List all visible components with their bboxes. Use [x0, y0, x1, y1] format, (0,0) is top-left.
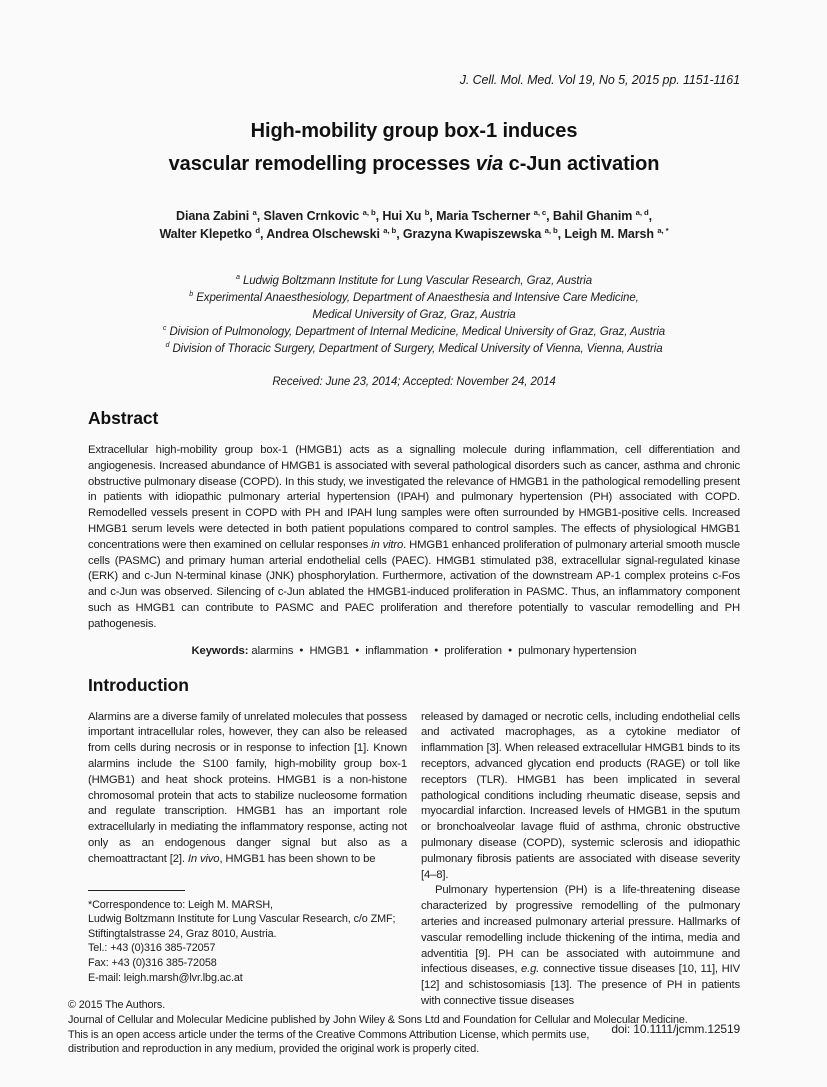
keywords-items — [251, 645, 636, 657]
footnote-rule — [88, 890, 185, 891]
doi: doi: 10.1111/jcmm.12519 — [611, 1021, 740, 1036]
article-title-line1: High-mobility group box-1 induces — [250, 120, 578, 142]
intro-paragraph-3: Pulmonary hypertension (PH) is a life-threatening disease characterized by progressive remodelling of the pulmonary arteries and increased pulmonary arterial pressure. Hallmarks of vascular remodelling include thickening of the intima, media and adventitia [9]. PH can be associated with autoimmune and infectious diseases, e.g. connective tissue diseases [10, 11], HIV [12] and schistosomiasis [13]. The presence of PH in patients with connective tissue diseases — [421, 884, 741, 1007]
footer-line-license-1: This is an open access article under the terms of the Creative Commons Attribution License, which permits use, — [68, 1028, 590, 1041]
keyword-bullet-icon: ● — [299, 646, 304, 654]
correspondence-line-institute: Ludwig Boltzmann Institute for Lung Vascular Research, c/o ZMF; — [88, 913, 396, 926]
intro-paragraph-1: Alarmins are a diverse family of unrelated molecules that possess important intracellular roles, however, they can also be released from cells during necrosis or in response to infection [1]. Known alarmins include the S100 family, high-mobility group box-1 (HMGB1) and heat shock proteins. HMGB1 is a non-histone chromosomal protein that acts to stabilize nucleosome formation and regulate transcription. HMGB1 has an important role extracellularly in mediating the inflammatory response, acting not only as an endogenous danger signal but also as a chemoattractant [2]. In vivo, HMGB1 has been shown to be — [88, 710, 407, 865]
correspondence-line-fax: Fax: +43 (0)316 385-72058 — [88, 956, 217, 969]
affiliations — [88, 273, 740, 358]
correspondence-line-tel: Tel.: +43 (0)316 385-72057 — [88, 942, 216, 955]
intro-column-left — [88, 710, 407, 1038]
affiliation-d: $^d$ Division of Thoracic Surgery, Department of Surgery, Medical University of Vienna, Vienna, Austria — [165, 341, 663, 355]
correspondence-line-name: *Correspondence to: Leigh M. MARSH, — [88, 898, 273, 911]
keyword-bullet-icon: ● — [434, 646, 439, 654]
introduction-columns — [88, 710, 740, 1038]
correspondence-line-address: Stiftingtalstrasse 24, Graz 8010, Austria. — [88, 927, 277, 940]
article-title — [88, 115, 740, 181]
keywords-line — [88, 645, 740, 657]
keywords-label: Keywords: — [191, 644, 249, 657]
author-list-line2: Walter Klepetko $^d$, Andrea Olschewski $^{a, b}$, Grazyna Kwapiszewska $^{a, b}$, Leigh M. Marsh $^{a, *}$ — [159, 225, 669, 241]
intro-column-right — [421, 710, 740, 1038]
author-list — [88, 207, 740, 243]
article-title-line2: vascular remodelling processes via c-Jun activation — [168, 153, 660, 175]
correspondence-line-email: E-mail: leigh.marsh@lvr.lbg.ac.at — [88, 971, 243, 984]
keyword-item: pulmonary hypertension — [518, 644, 637, 657]
affiliation-b-line2: Medical University of Graz, Graz, Austria — [312, 309, 516, 321]
footer-line-copyright: © 2015 The Authors. — [68, 999, 166, 1011]
introduction-heading: Introduction — [88, 674, 189, 695]
affiliation-a: $^a$ Ludwig Boltzmann Institute for Lung Vascular Research, Graz, Austria — [236, 273, 592, 287]
abstract-text: Extracellular high-mobility group box-1 (HMGB1) acts as a signalling molecule during inflammation, cell differentiation and angiogenesis. Increased abundance of HMGB1 is associated with several pathological disorders such as cancer, asthma and chronic obstructive pulmonary disease (COPD). In this study, we investigated the relevance of HMGB1 in the pathological remodelling present in patients with idiopathic pulmonary arterial hypertension (IPAH) and pulmonary hypertension (PH) associated with COPD. Remodelled vessels present in COPD with PH and IPAH lung samples were often surrounded by HMGB1-positive cells. Increased HMGB1 serum levels were detected in both patient populations compared to control samples. The effects of physiological HMGB1 concentrations were then examined on cellular responses in vitro. HMGB1 enhanced proliferation of pulmonary arterial smooth muscle cells (PASMC) and primary human arterial endothelial cells (PAEC). HMGB1 stimulated p38, extracellular signal-regulated kinase (ERK) and c-Jun N-terminal kinase (JNK) phosphorylation. Furthermore, activation of the downstream AP-1 complex proteins c-Fos and c-Jun was observed. Silencing of c-Jun ablated the HMGB1-induced proliferation in PASMC. Thus, an inflammatory component such as HMGB1 can contribute to PASMC and PAEC proliferation and therefore potentially to vascular remodelling and PH pathogenesis. — [88, 444, 740, 630]
footer-line-publisher: Journal of Cellular and Molecular Medicine published by John Wiley & Sons Ltd and Foundation for Cellular and Molecular Medicine. — [68, 1013, 688, 1026]
license-footer — [68, 998, 688, 1057]
keyword-bullet-icon: ● — [355, 646, 360, 654]
keyword-bullet-icon: ● — [507, 646, 513, 654]
footer-line-license-2: distribution and reproduction in any medium, provided the original work is properly cited. — [68, 1043, 480, 1056]
intro-paragraph-2: released by damaged or necrotic cells, including endothelial cells and activated macrophages, as a cytokine mediator of inflammation [3]. When released extracellular HMGB1 binds to its receptors, advanced glycation end products (RAGE) or toll like receptors (TLR). HMGB1 has been implicated in several pathological conditions including rheumatic disease, sepsis and myocardial infarction. Increased levels of HMGB1 in the sputum or bronchoalveolar lavage fluid of asthma, chronic obstructive pulmonary disease (COPD), systemic sclerosis and idiopathic pulmonary fibrosis patients are associated with disease severity [4–8]. — [421, 710, 740, 881]
keyword-item: proliferation — [444, 644, 502, 657]
abstract-heading: Abstract — [88, 408, 159, 428]
journal-header: J. Cell. Mol. Med. Vol 19, No 5, 2015 pp. 1151-1161 — [459, 73, 740, 87]
author-list-line1: Diana Zabini $^a$, Slaven Crnkovic $^{a, b}$, Hui Xu $^b$, Maria Tscherner $^{a, c}$, Bahil Ghanim $^{a, d}$, — [176, 207, 652, 223]
keyword-item: inflammation — [365, 644, 429, 657]
correspondence-footnote — [88, 890, 407, 986]
received-accepted-dates: Received: June 23, 2014; Accepted: November 24, 2014 — [272, 376, 556, 388]
affiliation-c: $^c$ Division of Pulmonology, Department of Internal Medicine, Medical University of Graz, Graz, Austria — [162, 324, 666, 338]
keyword-item: alarmins — [251, 644, 294, 657]
keyword-item: HMGB1 — [309, 644, 350, 657]
affiliation-b-line1: $^b$ Experimental Anaesthesiology, Department of Anaesthesia and Intensive Care Medicine, — [189, 290, 639, 304]
